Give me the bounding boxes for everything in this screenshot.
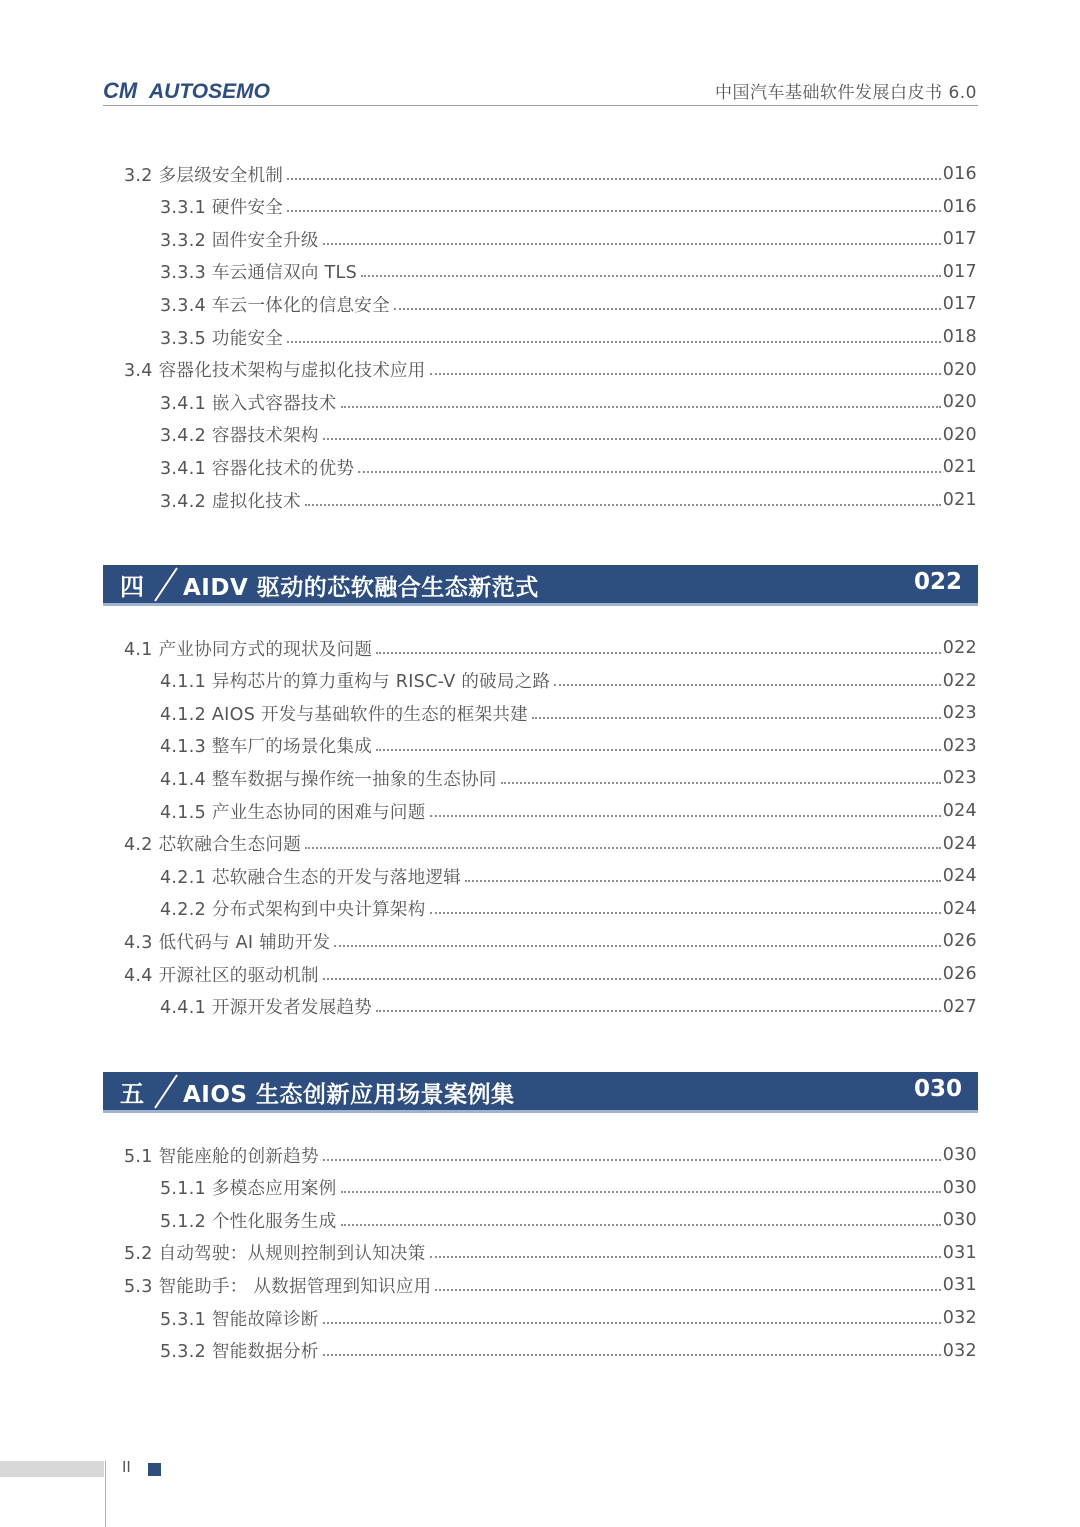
toc-entry[interactable] (124, 158, 977, 190)
toc-entry[interactable] (124, 925, 977, 957)
toc-entry-page: 031 (942, 1275, 977, 1296)
page-number: II (122, 1458, 131, 1476)
toc-entry-label: 3.3.5 功能安全 (160, 328, 284, 349)
toc-entry[interactable] (160, 451, 977, 483)
dot-leader (323, 1159, 941, 1161)
toc-entry[interactable] (160, 860, 977, 892)
dot-leader (341, 1224, 941, 1226)
toc-entry-label: 3.4.1 容器化技术的优势 (160, 458, 355, 479)
page-header (0, 0, 1080, 110)
dot-leader (287, 210, 941, 212)
toc-entry-page: 024 (942, 866, 977, 887)
toc-entry-label: 3.3.3 车云通信双向 TLS (160, 263, 358, 284)
toc-entry-page: 017 (942, 261, 977, 282)
toc-entry[interactable] (160, 795, 977, 827)
toc-entry-label: 4.4 开源社区的驱动机制 (124, 965, 319, 986)
toc-entry[interactable] (160, 288, 977, 320)
toc-entry[interactable] (160, 762, 977, 794)
toc-entry-label: 3.4.2 虚拟化技术 (160, 491, 301, 512)
dot-leader (430, 1256, 941, 1258)
toc-entry-page: 022 (942, 670, 977, 691)
toc-entry[interactable] (160, 386, 977, 418)
toc-entry-page: 020 (942, 424, 977, 445)
toc-entry-label: 3.2 多层级安全机制 (124, 165, 284, 186)
toc-entry[interactable] (124, 1269, 977, 1301)
toc-entry[interactable] (160, 223, 977, 255)
dot-leader (323, 1322, 941, 1324)
dot-leader (430, 373, 941, 375)
logo-text: AUTOSEMO (149, 80, 270, 103)
toc-entry-page: 032 (942, 1340, 977, 1361)
toc-entry-label: 4.1.1 异构芯片的算力重构与 RISC-V 的破局之路 (160, 672, 551, 693)
toc-entry-label: 4.2.2 分布式架构到中央计算架构 (160, 900, 426, 921)
dot-leader (323, 1354, 941, 1356)
toc-entry-page: 023 (942, 735, 977, 756)
toc-entry[interactable] (160, 991, 977, 1023)
toc-entry[interactable] (124, 354, 977, 386)
chapter-page: 030 (913, 1076, 962, 1102)
dot-leader (287, 178, 940, 180)
toc-entry-page: 031 (942, 1242, 977, 1263)
toc-entry-page: 023 (942, 768, 977, 789)
toc-entry-page: 021 (942, 490, 977, 510)
dot-leader (554, 684, 940, 686)
toc-entry-label: 5.2 自动驾驶：从规则控制到认知决策 (124, 1244, 426, 1265)
toc-entry-page: 017 (942, 229, 977, 250)
toc-entry-page: 018 (942, 327, 977, 347)
toc-entry[interactable] (124, 1237, 977, 1269)
dot-leader (361, 275, 941, 277)
toc-entry-page: 016 (942, 164, 977, 184)
toc-entry[interactable] (160, 484, 977, 516)
toc-entry-page: 022 (942, 638, 977, 658)
toc-entry-page: 016 (942, 196, 977, 217)
dot-leader (376, 1010, 941, 1012)
dot-leader (465, 880, 941, 882)
toc-entry[interactable] (160, 419, 977, 451)
toc-entry[interactable] (160, 665, 977, 697)
toc-entry-label: 3.4.2 容器技术架构 (160, 426, 319, 447)
slash-divider-icon (147, 1072, 181, 1110)
dot-leader (376, 652, 940, 654)
toc-entry-page: 020 (942, 392, 977, 413)
chapter-5-banner[interactable] (103, 1072, 978, 1113)
toc-entry-label: 3.4 容器化技术架构与虚拟化技术应用 (124, 361, 426, 382)
toc-entry-page: 020 (942, 359, 977, 380)
dot-leader (435, 1289, 940, 1291)
toc-entry-label: 3.4.1 嵌入式容器技术 (160, 393, 337, 414)
dot-leader (334, 945, 940, 947)
toc-entry-label: 4.2 芯软融合生态问题 (124, 835, 301, 856)
toc-entry-page: 030 (942, 1177, 977, 1198)
svg-text:CM: CM (103, 78, 138, 103)
dot-leader (323, 438, 941, 440)
toc-entry-label: 4.4.1 开源开发者发展趋势 (160, 998, 373, 1019)
toc-entry[interactable] (160, 256, 977, 288)
toc-entry-label: 4.1 产业协同方式的现状及问题 (124, 639, 373, 660)
dot-leader (341, 406, 941, 408)
toc-entry-page: 026 (942, 964, 977, 984)
toc-entry[interactable] (160, 1172, 977, 1204)
toc-entry[interactable] (160, 1302, 977, 1334)
chapter-number: 五 (120, 1080, 144, 1108)
chapter-title: AIDV 驱动的芯软融合生态新范式 (183, 575, 539, 601)
toc-entry-label: 4.2.1 芯软融合生态的开发与落地逻辑 (160, 867, 462, 888)
toc-entry-page: 017 (942, 294, 977, 315)
toc-entry[interactable] (160, 191, 977, 223)
toc-entry-label: 5.3.2 智能数据分析 (160, 1342, 319, 1363)
toc-entry[interactable] (124, 958, 977, 990)
slash-divider-icon (147, 565, 181, 603)
toc-entry[interactable] (160, 1335, 977, 1367)
chapter-4-banner[interactable] (103, 565, 978, 606)
dot-leader (376, 749, 941, 751)
toc-entry-page: 027 (942, 996, 977, 1017)
chapter-page: 022 (913, 569, 962, 595)
dot-leader (341, 1191, 941, 1193)
dot-leader (305, 847, 941, 849)
toc-entry-page: 032 (942, 1308, 977, 1328)
toc-entry-label: 3.3.1 硬件安全 (160, 198, 284, 219)
toc-entry-page: 026 (942, 931, 977, 952)
toc-entry-page: 030 (942, 1145, 977, 1165)
toc-entry[interactable] (160, 893, 977, 925)
toc-entry-page: 024 (942, 898, 977, 919)
toc-entry[interactable] (160, 697, 977, 729)
autosemo-logo (103, 76, 283, 104)
header-divider (103, 105, 978, 106)
toc-entry[interactable] (124, 1139, 977, 1171)
dot-leader (287, 341, 941, 343)
toc-entry-label: 5.3 智能助手： 从数据管理到知识应用 (124, 1276, 432, 1297)
toc-entry-label: 3.3.2 固件安全升级 (160, 230, 319, 251)
toc-entry[interactable] (160, 321, 977, 353)
toc-entry-label: 5.1.2 个性化服务生成 (160, 1211, 337, 1232)
toc-entry-label: 5.1.1 多模态应用案例 (160, 1179, 337, 1200)
toc-entry-page: 024 (942, 801, 977, 821)
toc-entry-label: 4.1.3 整车厂的场景化集成 (160, 737, 373, 758)
toc-entry-label: 4.1.2 AIOS 开发与基础软件的生态的框架共建 (160, 704, 528, 725)
dot-leader (532, 717, 941, 719)
toc-entry-label: 3.3.4 车云一体化的信息安全 (160, 295, 390, 316)
footer-square-icon (148, 1463, 161, 1476)
chapter-title: AIOS 生态创新应用场景案例集 (183, 1082, 515, 1108)
chapter-number: 四 (120, 573, 144, 601)
toc-entry-page: 030 (942, 1210, 977, 1231)
dot-leader (323, 243, 941, 245)
dot-leader (358, 471, 940, 473)
toc-entry-page: 023 (942, 703, 977, 724)
document-title: 中国汽车基础软件发展白皮书 6.0 (715, 83, 977, 103)
footer-band (0, 1461, 104, 1477)
toc-entry[interactable] (124, 632, 977, 664)
toc-entry-page: 024 (942, 833, 977, 854)
dot-leader (430, 815, 941, 817)
toc-entry-label: 5.1 智能座舱的创新趋势 (124, 1146, 319, 1167)
toc-entry-label: 4.1.5 产业生态协同的困难与问题 (160, 802, 426, 823)
toc-entry[interactable] (160, 730, 977, 762)
dot-leader (430, 912, 941, 914)
dot-leader (501, 782, 941, 784)
toc-entry[interactable] (124, 828, 977, 860)
dot-leader (305, 504, 941, 506)
dot-leader (323, 978, 941, 980)
toc-entry-label: 4.1.4 整车数据与操作统一抽象的生态协同 (160, 769, 497, 790)
toc-entry-label: 4.3 低代码与 AI 辅助开发 (124, 932, 331, 953)
toc-entry-page: 021 (942, 457, 977, 478)
toc-entry[interactable] (160, 1204, 977, 1236)
dot-leader (394, 308, 941, 310)
toc-entry-label: 5.3.1 智能故障诊断 (160, 1309, 319, 1330)
footer-divider (105, 1461, 106, 1527)
